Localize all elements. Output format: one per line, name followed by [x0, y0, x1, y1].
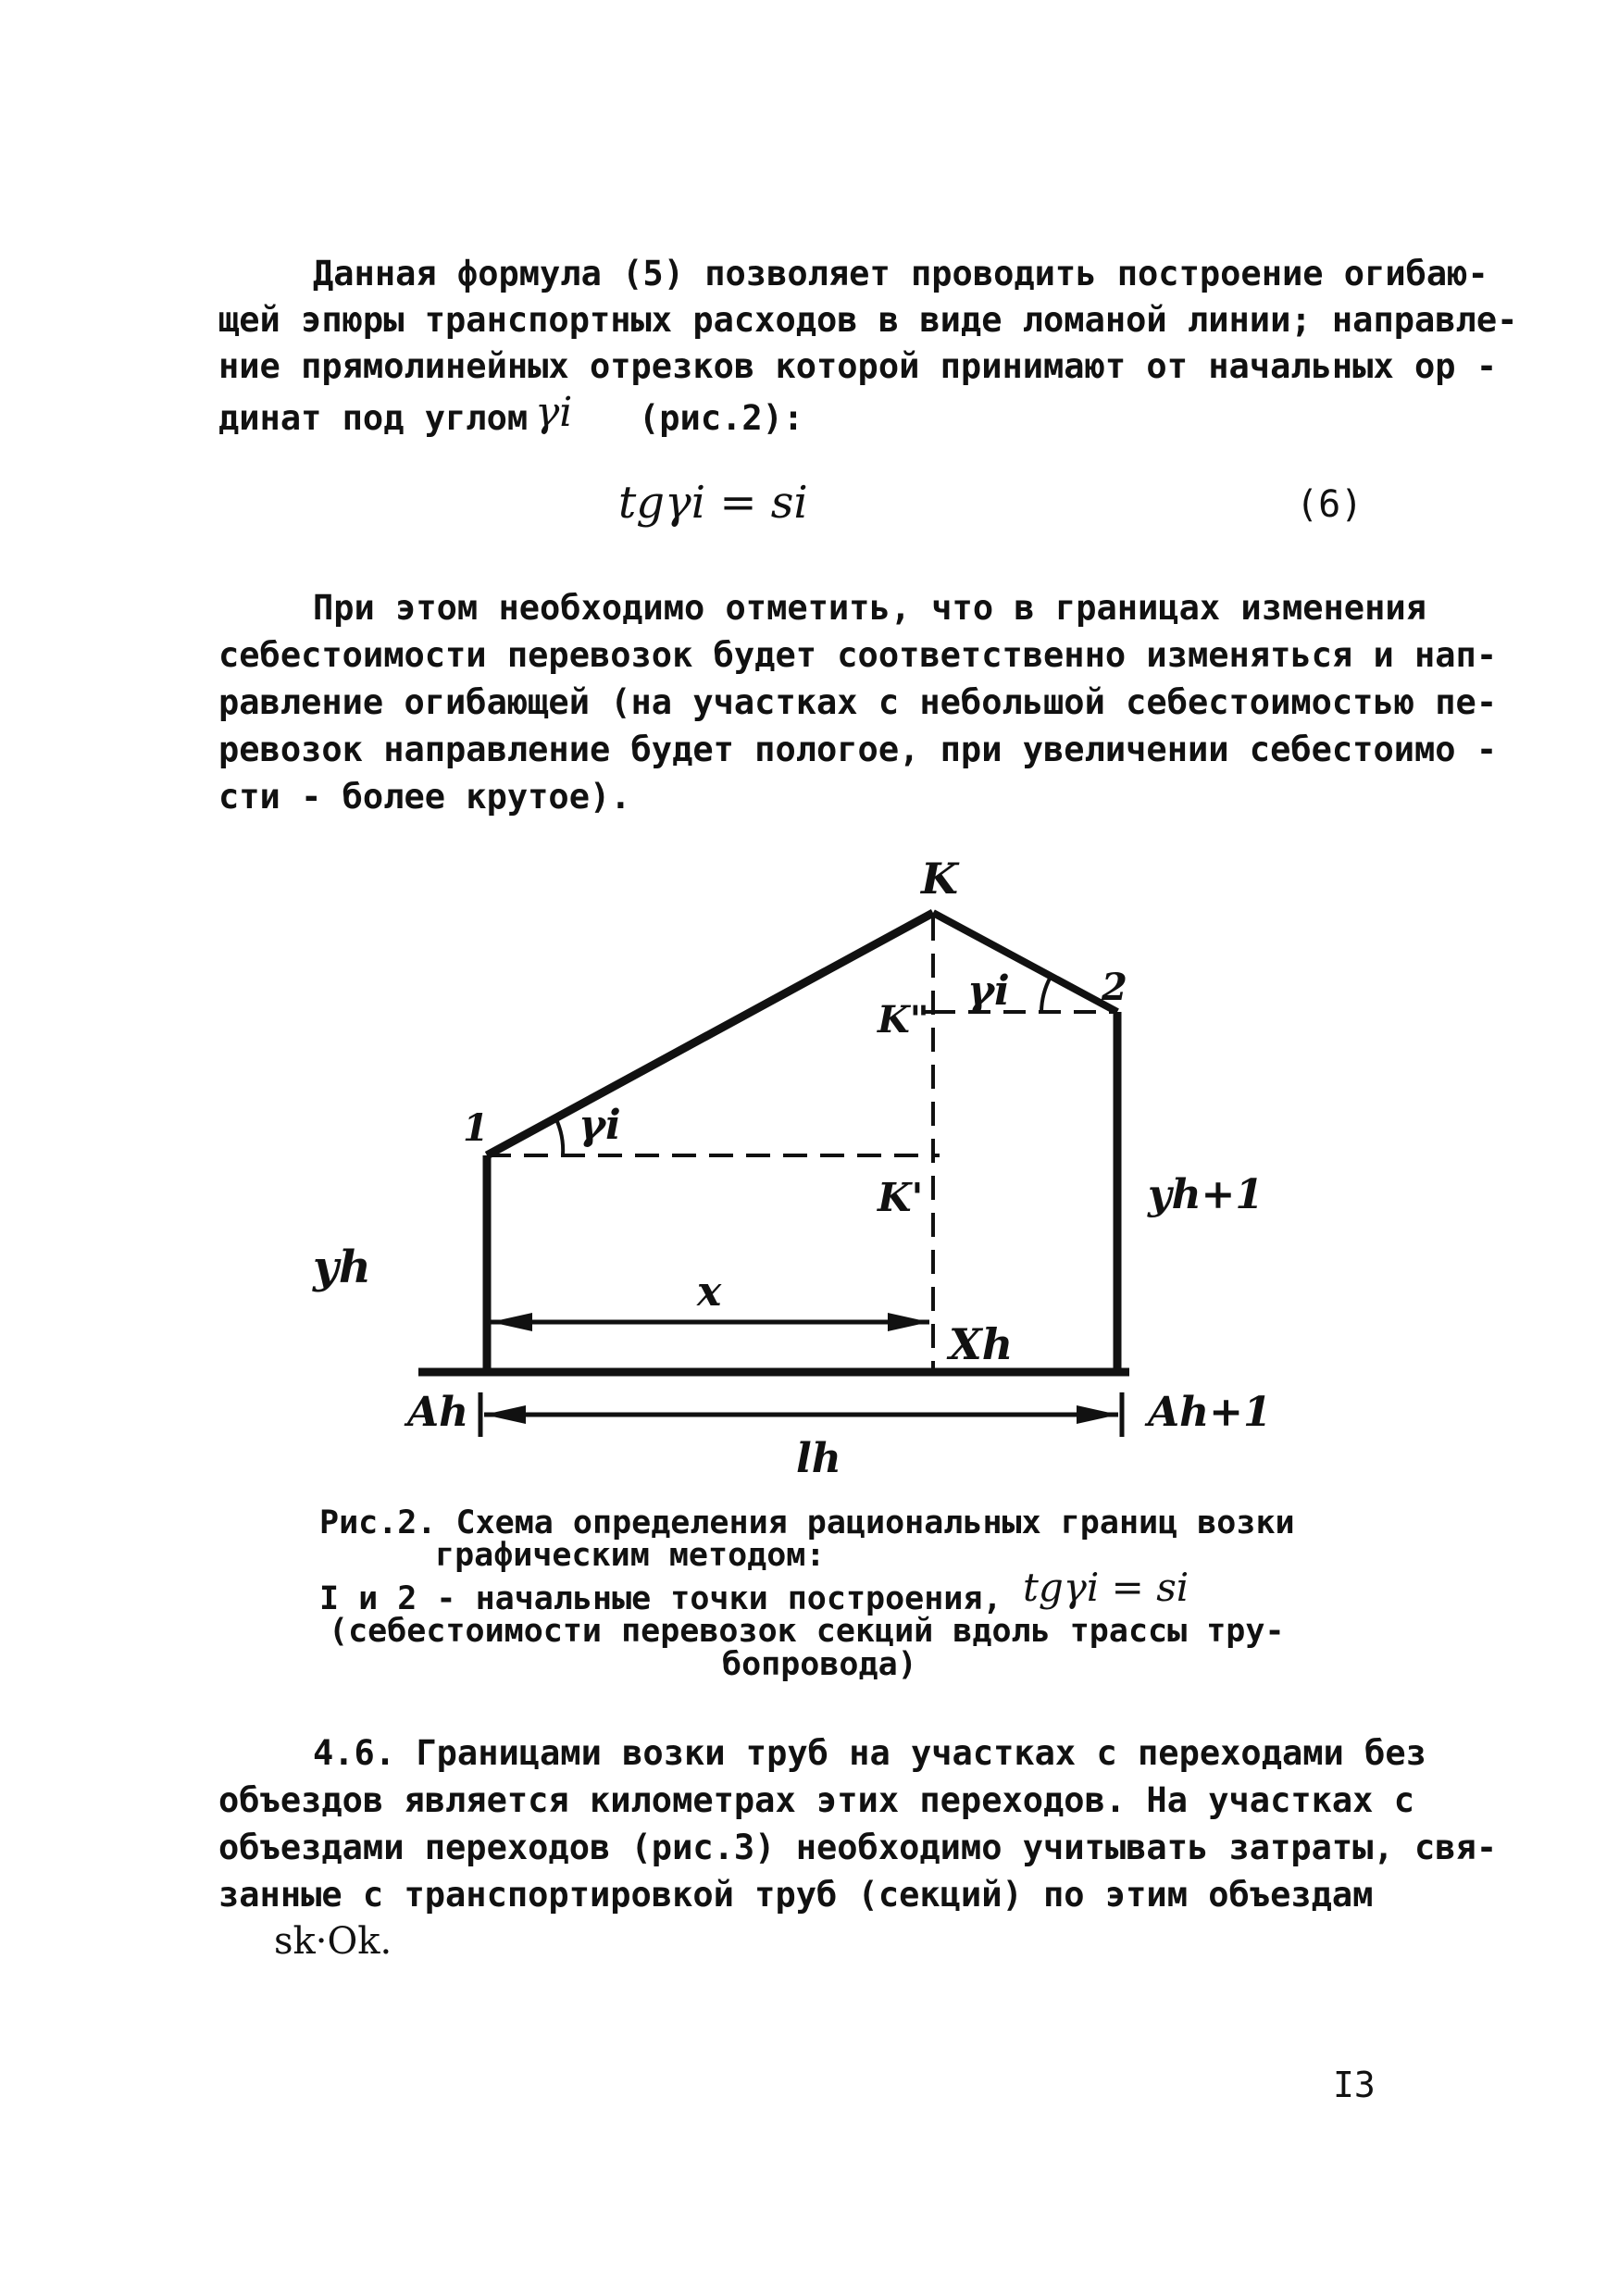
angle-arc-right: [1041, 977, 1051, 1012]
label-y-left: yh: [313, 1242, 371, 1293]
label-x-h: Xh: [949, 1319, 1014, 1369]
caption-line-4: (себестоимости перевозок секций вдоль трассы тру-: [329, 1613, 1285, 1650]
paragraph-3-line-1: 4.6. Границами возки труб на участках с переходами без: [313, 1733, 1426, 1773]
x-arrow-right: [888, 1313, 929, 1331]
caption-formula: tgγi = si: [1023, 1565, 1189, 1610]
paragraph-2-line-4: ревозок направление будет пологое, при увеличении себестоимо -: [218, 730, 1498, 769]
label-gamma-top: γi: [967, 967, 1010, 1015]
paragraph-2-line-5: сти - более крутое).: [218, 777, 631, 817]
label-k-upper: K": [878, 998, 929, 1042]
paragraph-2-line-2: себестоимости перевозок будет соответственно изменяться и нап-: [218, 635, 1498, 675]
paragraph-1-line-1: Данная формула (5) позволяет проводить построение огибаю-: [313, 254, 1488, 293]
caption-line-3: I и 2 - начальные точки построения,: [319, 1580, 1003, 1617]
caption-line-5: бопровода): [722, 1646, 917, 1683]
label-gamma-left: γi: [579, 1102, 621, 1149]
paragraph-3-line-4: занные с транспортировкой труб (секций) по этим объездам: [218, 1875, 1374, 1915]
x-arrow-left: [491, 1313, 532, 1331]
equation-6: tgγi = si: [618, 477, 808, 529]
paragraph-1-line-3: ние прямолинейных отрезков которой принимают от начальных ор -: [218, 346, 1498, 386]
paragraph-1-line-2: щей эпюры транспортных расходов в виде ломаной линии; направле-: [218, 300, 1518, 340]
figure-reference: (рис.2):: [639, 398, 804, 438]
paragraph-1-line-4: динат под углом: [218, 398, 529, 438]
angle-arc-left: [555, 1117, 563, 1155]
caption-line-2: графическим методом:: [435, 1537, 826, 1574]
label-point-1: 1: [463, 1106, 489, 1150]
label-l-h: lh: [796, 1435, 841, 1482]
angle-symbol: γi: [535, 389, 573, 436]
label-peak-k: K: [921, 854, 958, 904]
paragraph-3-formula: sk·Ok.: [274, 1920, 392, 1963]
lh-arrow-left: [484, 1405, 526, 1424]
lh-arrow-right: [1077, 1405, 1118, 1424]
paragraph-2-line-3: равление огибающей (на участках с небольшой себестоимостью пе-: [218, 682, 1498, 722]
envelope-left-segment: [487, 913, 933, 1155]
envelope-right-segment: [933, 913, 1117, 1012]
paragraph-2-line-1: При этом необходимо отметить, что в границах изменения: [313, 588, 1426, 628]
label-k-lower: K': [878, 1175, 924, 1220]
page-number: I3: [1333, 2065, 1376, 2105]
caption-line-1: Рис.2. Схема определения рациональных границ возки: [319, 1504, 1295, 1541]
label-point-2: 2: [1102, 966, 1127, 1009]
paragraph-3-line-3: объездами переходов (рис.3) необходимо учитывать затраты, свя-: [218, 1828, 1498, 1867]
label-y-right: yh+1: [1148, 1171, 1264, 1218]
label-x-inner: x: [697, 1268, 722, 1316]
label-a-right: Ah+1: [1148, 1389, 1272, 1436]
paragraph-3-line-2: объездов является километрах этих переходов. На участках с: [218, 1780, 1415, 1820]
label-a-left: Ah: [407, 1389, 469, 1436]
equation-number: (6): [1296, 483, 1364, 526]
